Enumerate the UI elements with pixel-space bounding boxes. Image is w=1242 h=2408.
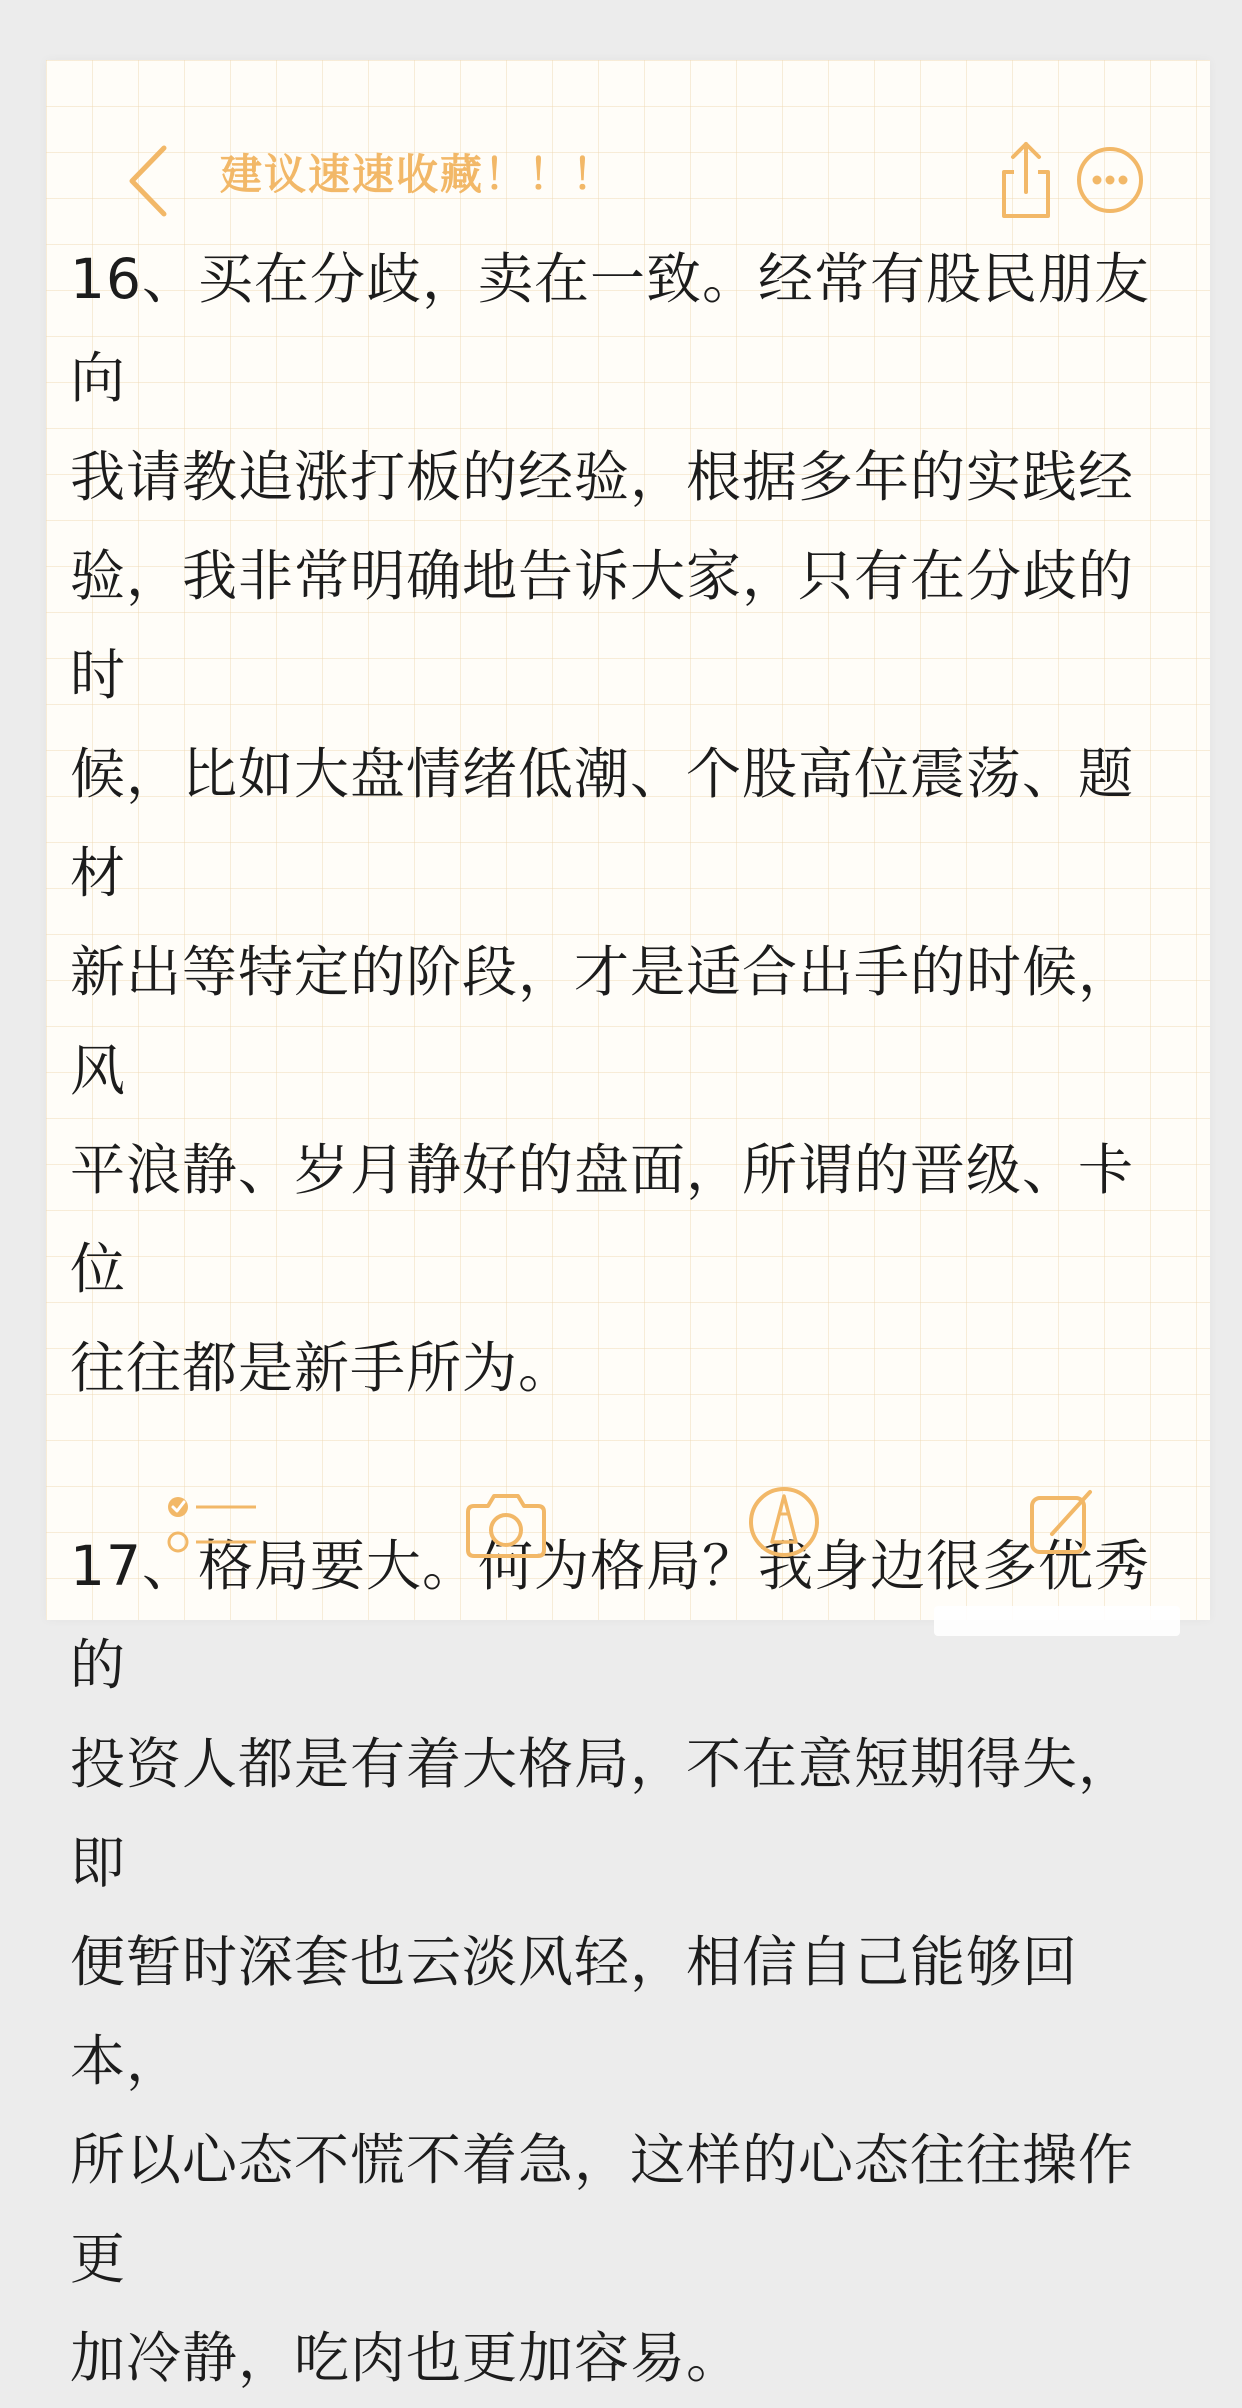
share-icon — [996, 138, 1056, 224]
checklist-icon — [164, 1490, 260, 1560]
compose-button[interactable] — [1026, 1486, 1098, 1558]
camera-button[interactable] — [464, 1488, 548, 1560]
back-button[interactable] — [118, 136, 178, 226]
note-body[interactable] — [70, 230, 1180, 2408]
compose-icon — [1026, 1486, 1098, 1558]
more-button[interactable] — [1070, 140, 1150, 220]
note-title: 建议速速收藏！！！ — [220, 150, 617, 199]
camera-icon — [464, 1488, 548, 1560]
sketch-icon — [746, 1484, 822, 1560]
sketch-button[interactable] — [746, 1484, 822, 1560]
chevron-left-icon — [118, 136, 178, 226]
share-button[interactable] — [996, 138, 1056, 224]
paragraph-17: 17、格局要大。何为格局？我身边很多优秀的 投资人都是有着大格局，不在意短期得失，即 便暂时深套也云淡风轻，相信自己能够回本， 所以心态不慌不着急，这样的心态往往操作更 加冷静，吃肉也更加容易。 — [70, 1534, 1150, 2390]
note-card — [46, 60, 1210, 2390]
watermark — [934, 1606, 1180, 1636]
paragraph-16: 16、买在分歧，卖在一致。经常有股民朋友向 我请教追涨打板的经验，根据多年的实践经 验，我非常明确地告诉大家，只有在分歧的时 候，比如大盘情绪低潮、个股高位震荡、题材 新出等特定的阶段，才是适合出手的时候，风 平浪静、岁月静好的盘面，所谓的晋级、卡位 往往都是新手所为。 — [70, 247, 1150, 1400]
checklist-button[interactable] — [164, 1490, 260, 1560]
note-toolbar — [46, 1470, 1210, 1580]
more-icon — [1070, 140, 1150, 220]
